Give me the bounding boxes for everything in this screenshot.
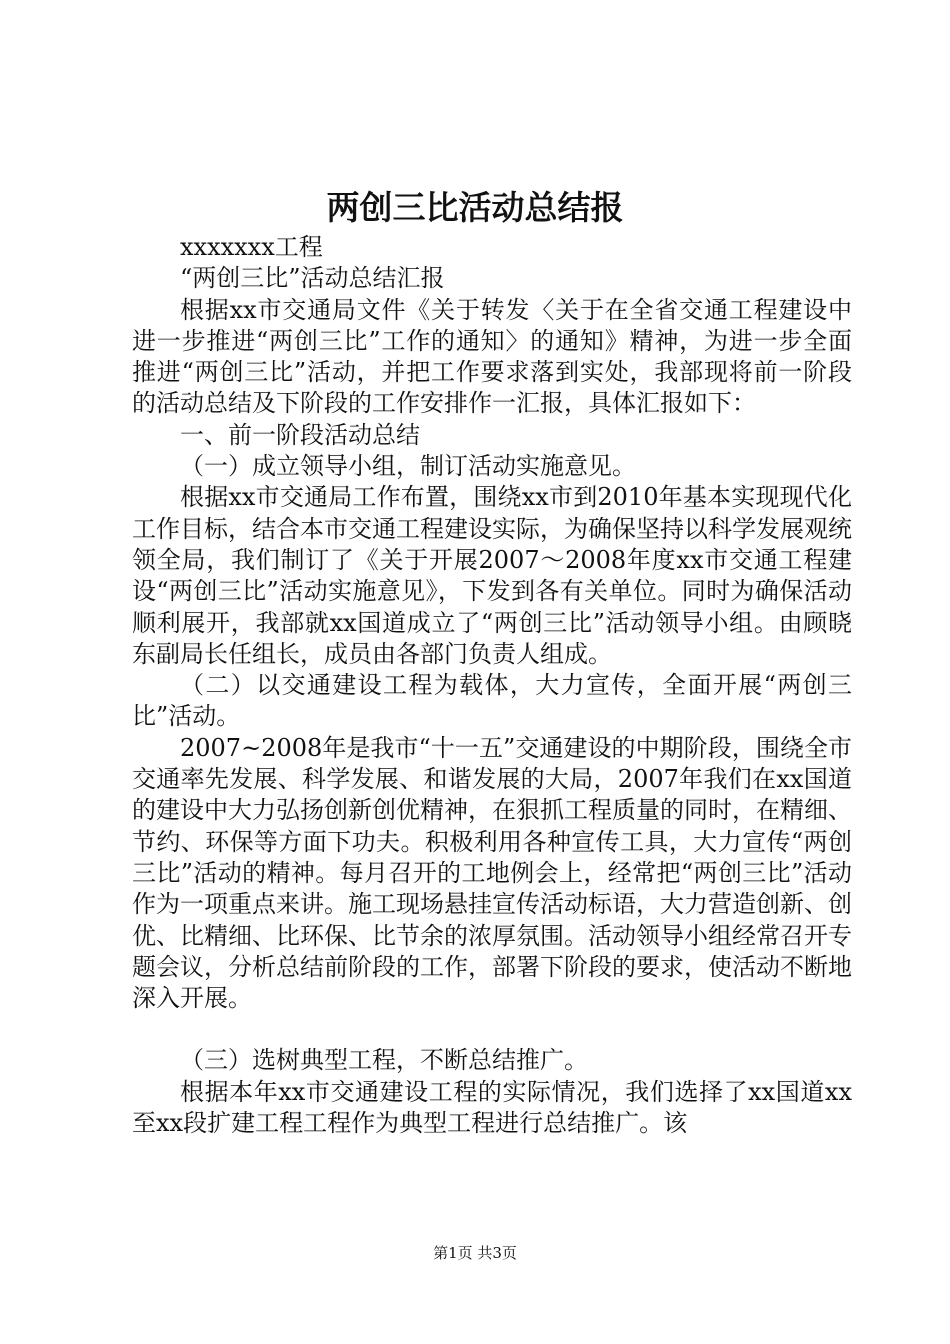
intro-paragraph: 根据xx市交通局文件《关于转发〈关于在全省交通工程建设中进一步推进“两创三比”工作的通知〉的通知》精神，为进一步全面推进“两创三比”活动，并把工作要求落到实处，我部现将前一阶段的活动总结及下阶段的工作安排作一汇报，具体汇报如下：	[132, 295, 852, 418]
report-subtitle-line: “两创三比”活动总结汇报	[180, 264, 445, 293]
subsection-heading-3: （三）选树典型工程，不断总结推广。	[180, 1046, 588, 1075]
document-body	[132, 232, 852, 1139]
subsection-heading-2: （二）以交通建设工程为载体，大力宣传，全面开展“两创三比”活动。	[132, 671, 852, 731]
subsection-heading-1: （一）成立领导小组，制订活动实施意见。	[180, 452, 636, 481]
section-heading: 一、前一阶段活动总结	[180, 420, 420, 449]
document-title: 两创三比活动总结报	[326, 188, 624, 227]
body-paragraph-3: 根据本年xx市交通建设工程的实际情况，我们选择了xx国道xx至xx段扩建工程工程作为典型工程进行总结推广。该	[132, 1077, 852, 1138]
project-name-line: xxxxxxx工程	[180, 233, 323, 261]
body-paragraph-1: 根据xx市交通局工作布置，围绕xx市到2010年基本实现现代化工作目标，结合本市交通工程建设实际，为确保坚持以科学发展观统领全局，我们制订了《关于开展2007～2008年度xx市交通工程建设“两创三比”活动实施意见》，下发到各有关单位。同时为确保活动顺利展开，我部就xx国道成立了“两创三比”活动领导小组。由顾晓东副局长任组长，成员由各部门负责人组成。	[132, 483, 852, 668]
page-footer: 第1页 共3页	[433, 1244, 517, 1262]
body-paragraph-2: 2007~2008年是我市“十一五”交通建设的中期阶段，围绕全市交通率先发展、科学发展、和谐发展的大局，2007年我们在xx国道的建设中大力弘扬创新创优精神，在狠抓工程质量的同时，在精细、节约、环保等方面下功夫。积极利用各种宣传工具，大力宣传“两创三比”活动的精神。每月召开的工地例会上，经常把“两创三比”活动作为一项重点来讲。施工现场悬挂宣传活动标语，大力营造创新、创优、比精细、比环保、比节余的浓厚氛围。活动领导小组经常召开专题会议，分析总结前阶段的工作，部署下阶段的要求，使活动不断地深入开展。	[132, 733, 852, 1013]
